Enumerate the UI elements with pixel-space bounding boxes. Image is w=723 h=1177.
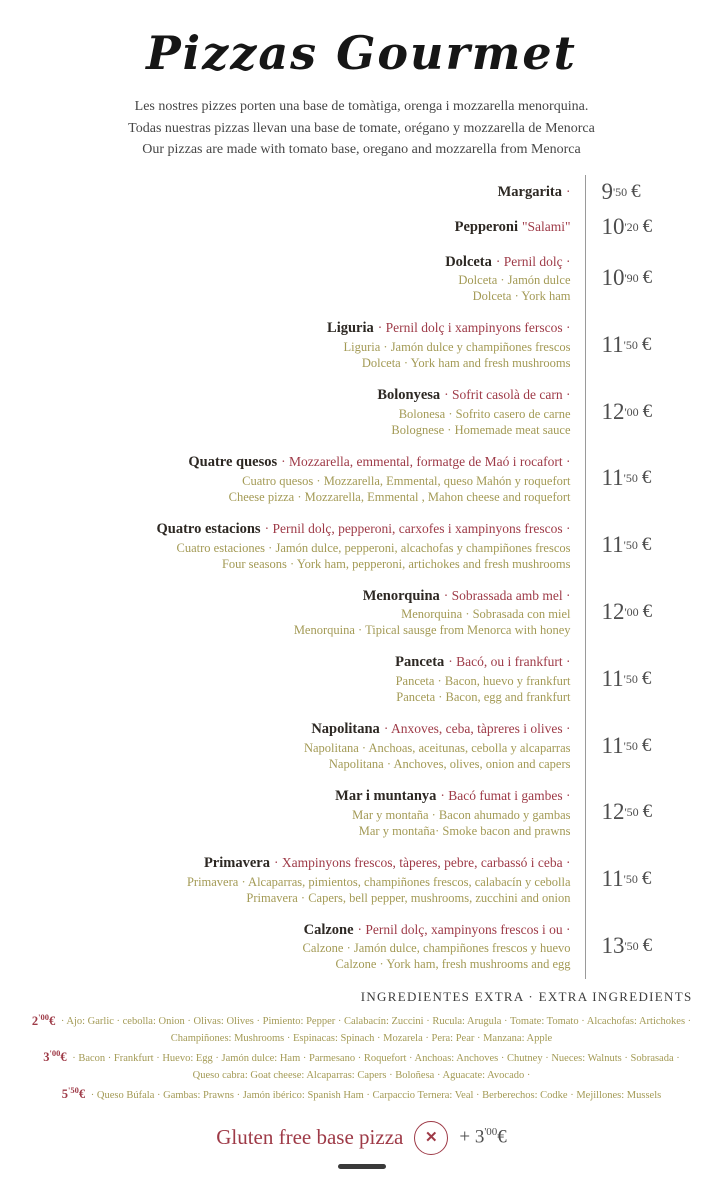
item-price: [586, 913, 694, 980]
item-title-line: [30, 217, 571, 238]
item-price: [586, 245, 694, 312]
item-description-spanish: Liguria · Jamón dulce y champiñones frescos: [343, 340, 571, 355]
menu-item-row: [30, 378, 694, 445]
price-integer: 10: [601, 214, 625, 240]
item-title-line: [30, 385, 571, 406]
extras-row-3: [31, 1084, 693, 1105]
item-description-catalan: · Mozzarella, emmental, formatge de Maó i rocafort ·: [281, 454, 571, 470]
item-description-spanish: Cuatro quesos · Mozzarella, Emmental, queso Mahón y roquefort: [242, 473, 571, 488]
price-integer: 13: [601, 933, 625, 959]
price-decimal: '00: [624, 404, 639, 419]
menu-item-row: [30, 712, 694, 779]
currency-symbol: €: [631, 181, 641, 203]
item-description-spanish: Napolitana · Anchoas, aceitunas, cebolla y alcaparras: [303, 741, 571, 756]
item-name: Mar i muntanya: [335, 788, 437, 805]
extras-price-2: $3^{'00}€$: [43, 1048, 67, 1065]
item-name: Primavera: [203, 854, 270, 871]
item-name: Dolceta: [445, 253, 492, 270]
item-description-english: Calzone · York ham, fresh mushrooms and egg: [335, 957, 571, 972]
currency-symbol: €: [641, 868, 652, 890]
item-price: [586, 645, 694, 712]
currency-symbol: €: [642, 400, 653, 422]
item-price: [586, 779, 694, 846]
currency-symbol: €: [642, 801, 653, 823]
item-description-english: Cheese pizza · Mozzarella, Emmental , Mahon cheese and roquefort: [228, 489, 571, 504]
price-integer: 11: [601, 732, 624, 758]
price-decimal: '50: [613, 185, 628, 200]
menu-item-text: [30, 512, 586, 579]
gluten-free-label: Gluten free base pizza: [216, 1125, 404, 1150]
price-decimal: '50: [623, 471, 638, 486]
extras-row-2: [31, 1047, 693, 1084]
item-price: [586, 712, 694, 779]
menu-item-row: [30, 445, 694, 512]
price-integer: 11: [601, 866, 624, 892]
price-decimal: '50: [624, 805, 639, 820]
item-title-line: [30, 318, 571, 339]
price-integer: 10: [601, 265, 625, 291]
extras-price-1: $2^{'00}€$: [31, 1011, 56, 1028]
item-price: [586, 512, 694, 579]
gluten-free-price: + $3^{'00}€$: [459, 1126, 507, 1148]
item-description-catalan: · Bacó, ou i frankfurt ·: [448, 654, 571, 670]
price-integer: 11: [601, 331, 624, 357]
item-description-spanish: Mar y montaña · Bacon ahumado y gambas: [352, 807, 571, 822]
extras-header: INGREDIENTES EXTRA · EXTRA INGREDIENTS: [360, 989, 693, 1005]
item-description-catalan: · Sofrit casolà de carn ·: [444, 387, 571, 403]
item-price: [586, 210, 694, 245]
menu-item-row: [30, 311, 694, 378]
extras-text-3: · Queso Búfala · Gambas: Prawns · Jamón ibérico: Spanish Ham · Carpaccio Ternera: Veal · Berberechos: Codke · Mejillones: Mussels: [90, 1090, 662, 1102]
menu-item-text: [30, 712, 586, 779]
item-description-english: Four seasons · York ham, pepperoni, artichokes and fresh mushrooms: [221, 556, 571, 571]
intro: [0, 96, 723, 161]
item-description-english: Primavera · Capers, bell pepper, mushrooms, zucchini and onion: [246, 890, 571, 905]
extras-price-3: $5^{'50}€$: [61, 1085, 86, 1102]
item-name: Menorquina: [362, 587, 440, 604]
menu-item-row: [30, 579, 694, 646]
item-description-spanish: Bolonesa · Sofrito casero de carne: [398, 407, 571, 422]
price-decimal: '00: [624, 605, 639, 620]
menu-item-text: [30, 210, 586, 245]
item-description-catalan: · Anxoves, ceba, tàpreres i olives ·: [383, 721, 571, 737]
item-description-english: Bolognese · Homemade meat sauce: [391, 423, 571, 438]
item-name: Margarita: [497, 184, 562, 201]
item-description-catalan: "Salami": [521, 218, 571, 234]
price-integer: 12: [601, 398, 625, 424]
item-title-line: [30, 586, 571, 607]
extras-section: [31, 989, 693, 1104]
menu-item-text: [30, 846, 586, 913]
item-name: Napolitana: [311, 721, 380, 738]
item-description-spanish: Panceta · Bacon, huevo y frankfurt: [395, 674, 571, 689]
price-integer: 12: [601, 599, 625, 625]
menu-item-text: [30, 378, 586, 445]
menu-item-row: [30, 913, 694, 980]
item-price: [586, 311, 694, 378]
currency-symbol: €: [641, 734, 652, 756]
price-decimal: '20: [624, 220, 639, 235]
menu-item-text: [30, 645, 586, 712]
item-name: Pepperoni: [454, 218, 518, 235]
page-bottom-mark: [338, 1164, 386, 1169]
currency-symbol: €: [642, 935, 653, 957]
item-description-catalan: · Pernil dolç, pepperoni, carxofes i xampinyons frescos ·: [264, 520, 571, 536]
price-integer: 12: [601, 799, 625, 825]
item-description-spanish: Dolceta · Jamón dulce: [458, 273, 571, 288]
item-title-line: [30, 853, 571, 874]
item-description-catalan: · Pernil dolç i xampinyons ferscos ·: [377, 320, 571, 336]
menu-item-row: [30, 245, 694, 312]
extras-text-2: · Bacon · Frankfurt · Huevo: Egg · Jamón dulce: Ham · Parmesano · Roquefort · Anchoas: Anchoves · Chutney · Nueces: Walnuts · Sobrasada · Queso cabra: Goat cheese: Alcaparras: Capers · Boloñesa · Aguacate: Avocado ·: [72, 1053, 680, 1081]
menu-item-text: [30, 779, 586, 846]
item-name: Quatro estacions: [156, 520, 261, 537]
item-description-catalan: ·: [566, 184, 571, 200]
price-decimal: '50: [623, 337, 638, 352]
item-name: Bolonyesa: [377, 387, 441, 404]
item-description-english: Dolceta · York ham and fresh mushrooms: [361, 356, 571, 371]
price-integer: 11: [601, 665, 624, 691]
extras-row-1: [31, 1010, 693, 1047]
menu-item-text: [30, 579, 586, 646]
item-price: [586, 378, 694, 445]
price-decimal: '50: [623, 538, 638, 553]
item-price: [586, 445, 694, 512]
intro-line-english: Our pizzas are made with tomato base, oregano and mozzarella from Menorca: [142, 142, 581, 158]
item-title-line: [30, 519, 571, 540]
item-name: Quatre quesos: [188, 454, 278, 471]
item-title-line: [30, 920, 571, 941]
item-name: Panceta: [395, 654, 445, 671]
item-description-catalan: · Sobrassada amb mel ·: [443, 587, 571, 603]
item-description-catalan: · Xampinyons frescos, tàperes, pebre, carbassó i ceba ·: [273, 854, 571, 870]
currency-symbol: €: [641, 667, 652, 689]
item-title-line: [30, 786, 571, 807]
gluten-free-note: [0, 1121, 723, 1155]
price-integer: 9: [601, 179, 613, 205]
price-decimal: '50: [623, 872, 638, 887]
intro-line-spanish: Todas nuestras pizzas llevan una base de tomate, orégano y mozzarella de Menorca: [128, 120, 595, 136]
menu-item-row: [30, 779, 694, 846]
price-integer: 11: [601, 465, 624, 491]
price-decimal: '50: [624, 939, 639, 954]
item-title-line: [30, 652, 571, 673]
item-title-line: [30, 182, 571, 203]
price-decimal: '50: [623, 671, 638, 686]
item-description-spanish: Primavera · Alcaparras, pimientos, champiñones frescos, calabacín y cebolla: [186, 874, 571, 889]
item-description-spanish: Menorquina · Sobrasada con miel: [401, 607, 571, 622]
item-description-spanish: Calzone · Jamón dulce, champiñones frescos y huevo: [302, 941, 571, 956]
item-description-catalan: · Pernil dolç, xampinyons frescos i ou ·: [357, 921, 571, 937]
price-decimal: '90: [624, 271, 639, 286]
item-description-english: Panceta · Bacon, egg and frankfurt: [396, 690, 571, 705]
item-name: Liguria: [327, 320, 374, 337]
item-name: Calzone: [303, 921, 354, 938]
item-description-spanish: Cuatro estaciones · Jamón dulce, pepperoni, alcachofas y champiñones frescos: [176, 540, 571, 555]
item-title-line: [30, 252, 571, 273]
item-description-english: Menorquina · Tipical sausge from Menorca with honey: [293, 623, 571, 638]
menu-item-text: [30, 445, 586, 512]
menu-list: [30, 175, 694, 979]
extras-text-1: · Ajo: Garlic · cebolla: Onion · Olivas: Olives · Pimiento: Pepper · Calabacín: Zuccini · Rucula: Arugula · Tomate: Tomato · Alcachofas: Artichokes · Champiñones: Mushrooms · Espinacas: Spinach · Mozarela · Pera: Pear · Manzana: Apple: [60, 1016, 692, 1044]
menu-item-row: [30, 175, 694, 210]
item-title-line: [30, 719, 571, 740]
menu-item-text: [30, 913, 586, 980]
item-description-english: Mar y montaña· Smoke bacon and prawns: [358, 823, 571, 838]
gluten-free-icon: ✕: [414, 1121, 448, 1155]
item-price: [586, 175, 694, 210]
currency-symbol: €: [641, 467, 652, 489]
currency-symbol: €: [641, 534, 652, 556]
currency-symbol: €: [642, 267, 653, 289]
price-integer: 11: [601, 532, 624, 558]
menu-item-text: [30, 245, 586, 312]
item-description-english: Dolceta · York ham: [472, 289, 571, 304]
intro-line-catalan: Les nostres pizzes porten una base de tomàtiga, orenga i mozzarella menorquina.: [134, 99, 589, 114]
menu-item-text: [30, 175, 586, 210]
item-title-line: [30, 452, 571, 473]
currency-symbol: €: [642, 601, 653, 623]
price-decimal: '50: [623, 738, 638, 753]
item-description-catalan: · Bacó fumat i gambes ·: [440, 788, 571, 804]
menu-item-row: [30, 210, 694, 245]
item-price: [586, 579, 694, 646]
item-description-english: Napolitana · Anchoves, olives, onion and capers: [328, 757, 571, 772]
item-description-catalan: · Pernil dolç ·: [495, 253, 571, 269]
menu-item-row: [30, 645, 694, 712]
menu-item-text: [30, 311, 586, 378]
menu-item-row: [30, 512, 694, 579]
menu-item-row: [30, 846, 694, 913]
currency-symbol: €: [641, 333, 652, 355]
page-title: Pizzas Gourmet: [146, 26, 577, 80]
item-price: [586, 846, 694, 913]
currency-symbol: €: [642, 216, 653, 238]
